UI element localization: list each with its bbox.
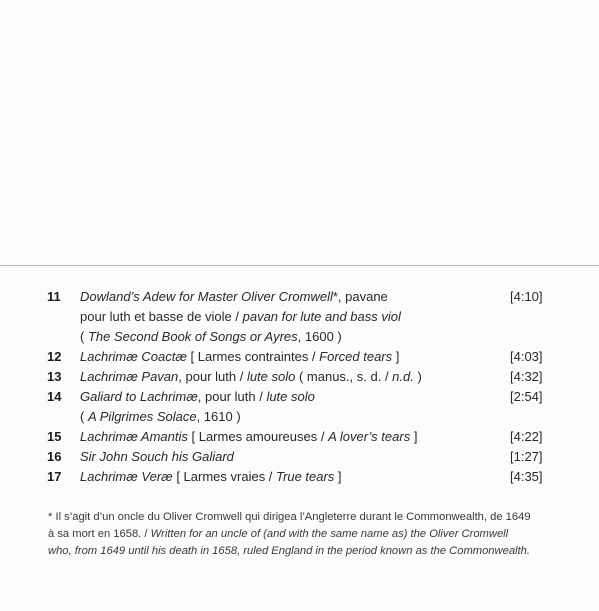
text: , 1610 ) xyxy=(196,409,241,424)
track-number: 16 xyxy=(47,449,62,464)
footnote-line xyxy=(48,543,578,560)
italic-text: Forced tears xyxy=(319,349,393,364)
text: ( manus., s. d. / xyxy=(295,369,393,384)
track-row-continuation xyxy=(0,307,599,327)
text: ) xyxy=(413,369,422,384)
track-number: 14 xyxy=(47,389,62,404)
track-duration: [4:03] xyxy=(510,349,543,364)
track-row xyxy=(0,387,599,407)
track-number: 11 xyxy=(47,289,61,304)
track-row xyxy=(0,447,599,467)
footnote-line xyxy=(48,509,578,526)
track-row xyxy=(0,467,599,487)
section-divider xyxy=(0,265,599,266)
track-title-line xyxy=(80,327,342,347)
track-duration: [4:22] xyxy=(510,429,543,444)
track-title-line xyxy=(80,447,234,467)
track-title-line xyxy=(80,367,422,387)
italic-text: Lachrimæ Pavan xyxy=(80,369,179,384)
text: à sa mort en 1658. / xyxy=(48,528,151,540)
track-title-line xyxy=(80,387,315,407)
text: , pour luth / xyxy=(178,369,247,384)
text: [ Larmes contraintes / xyxy=(186,349,320,364)
italic-text: lute solo xyxy=(246,369,296,384)
text: [ Larmes amoureuses / xyxy=(187,429,329,444)
track-duration: [1:27] xyxy=(510,449,543,464)
text: pour luth et basse de viole / xyxy=(80,309,243,324)
track-row-continuation xyxy=(0,407,599,427)
italic-text: pavan for lute and bass viol xyxy=(242,309,401,324)
track-row xyxy=(0,287,599,307)
track-duration: [4:35] xyxy=(510,469,543,484)
track-row xyxy=(0,427,599,447)
text: , 1600 ) xyxy=(297,329,342,344)
track-number: 15 xyxy=(47,429,62,444)
italic-text: Dowland’s Adew for Master Oliver Cromwell xyxy=(80,289,333,304)
italic-text: n.d. xyxy=(392,369,414,384)
italic-text: Lachrimæ Amantis xyxy=(80,429,188,444)
text: ] xyxy=(334,469,342,484)
text: ( xyxy=(80,329,88,344)
footnote-line xyxy=(48,526,578,543)
text: ] xyxy=(392,349,400,364)
text: ] xyxy=(410,429,418,444)
track-title-line xyxy=(80,427,417,447)
track-row xyxy=(0,347,599,367)
text: *, pavane xyxy=(332,289,388,304)
italic-text: who, from 1649 until his death in 1658, ruled England in the period known as the Commonwealth. xyxy=(48,545,530,557)
track-title-line xyxy=(80,467,342,487)
italic-text: True tears xyxy=(276,469,335,484)
text: [ Larmes vraies / xyxy=(172,469,277,484)
track-list xyxy=(0,287,599,487)
italic-text: A lover’s tears xyxy=(328,429,411,444)
footnote xyxy=(48,509,578,560)
text: * Il s’agit d’un oncle du Oliver Cromwell qui dirigea l’Angleterre durant le Commonwealth, de 1649 xyxy=(48,511,531,523)
text: ( xyxy=(80,409,88,424)
track-number: 12 xyxy=(47,349,62,364)
italic-text: Galiard to Lachrimæ xyxy=(80,389,198,404)
track-title-line xyxy=(80,347,399,367)
track-title-line xyxy=(80,287,388,307)
track-title-line xyxy=(80,307,401,327)
italic-text: Lachrimæ Coactæ xyxy=(80,349,187,364)
track-number: 13 xyxy=(47,369,62,384)
track-row-continuation xyxy=(0,327,599,347)
italic-text: Sir John Souch his Galiard xyxy=(80,449,234,464)
track-number: 17 xyxy=(47,469,62,484)
text: , pour luth / xyxy=(197,389,267,404)
track-duration: [4:10] xyxy=(510,289,543,304)
track-title-line xyxy=(80,407,241,427)
track-duration: [4:32] xyxy=(510,369,543,384)
italic-text: A Pilgrimes Solace xyxy=(87,409,197,424)
track-row xyxy=(0,367,599,387)
italic-text: Written for an uncle of (and with the same name as) the Oliver Cromwell xyxy=(150,528,509,540)
italic-text: The Second Book of Songs or Ayres xyxy=(87,329,298,344)
italic-text: Lachrimæ Veræ xyxy=(80,469,173,484)
track-duration: [2:54] xyxy=(510,389,543,404)
italic-text: lute solo xyxy=(266,389,315,404)
